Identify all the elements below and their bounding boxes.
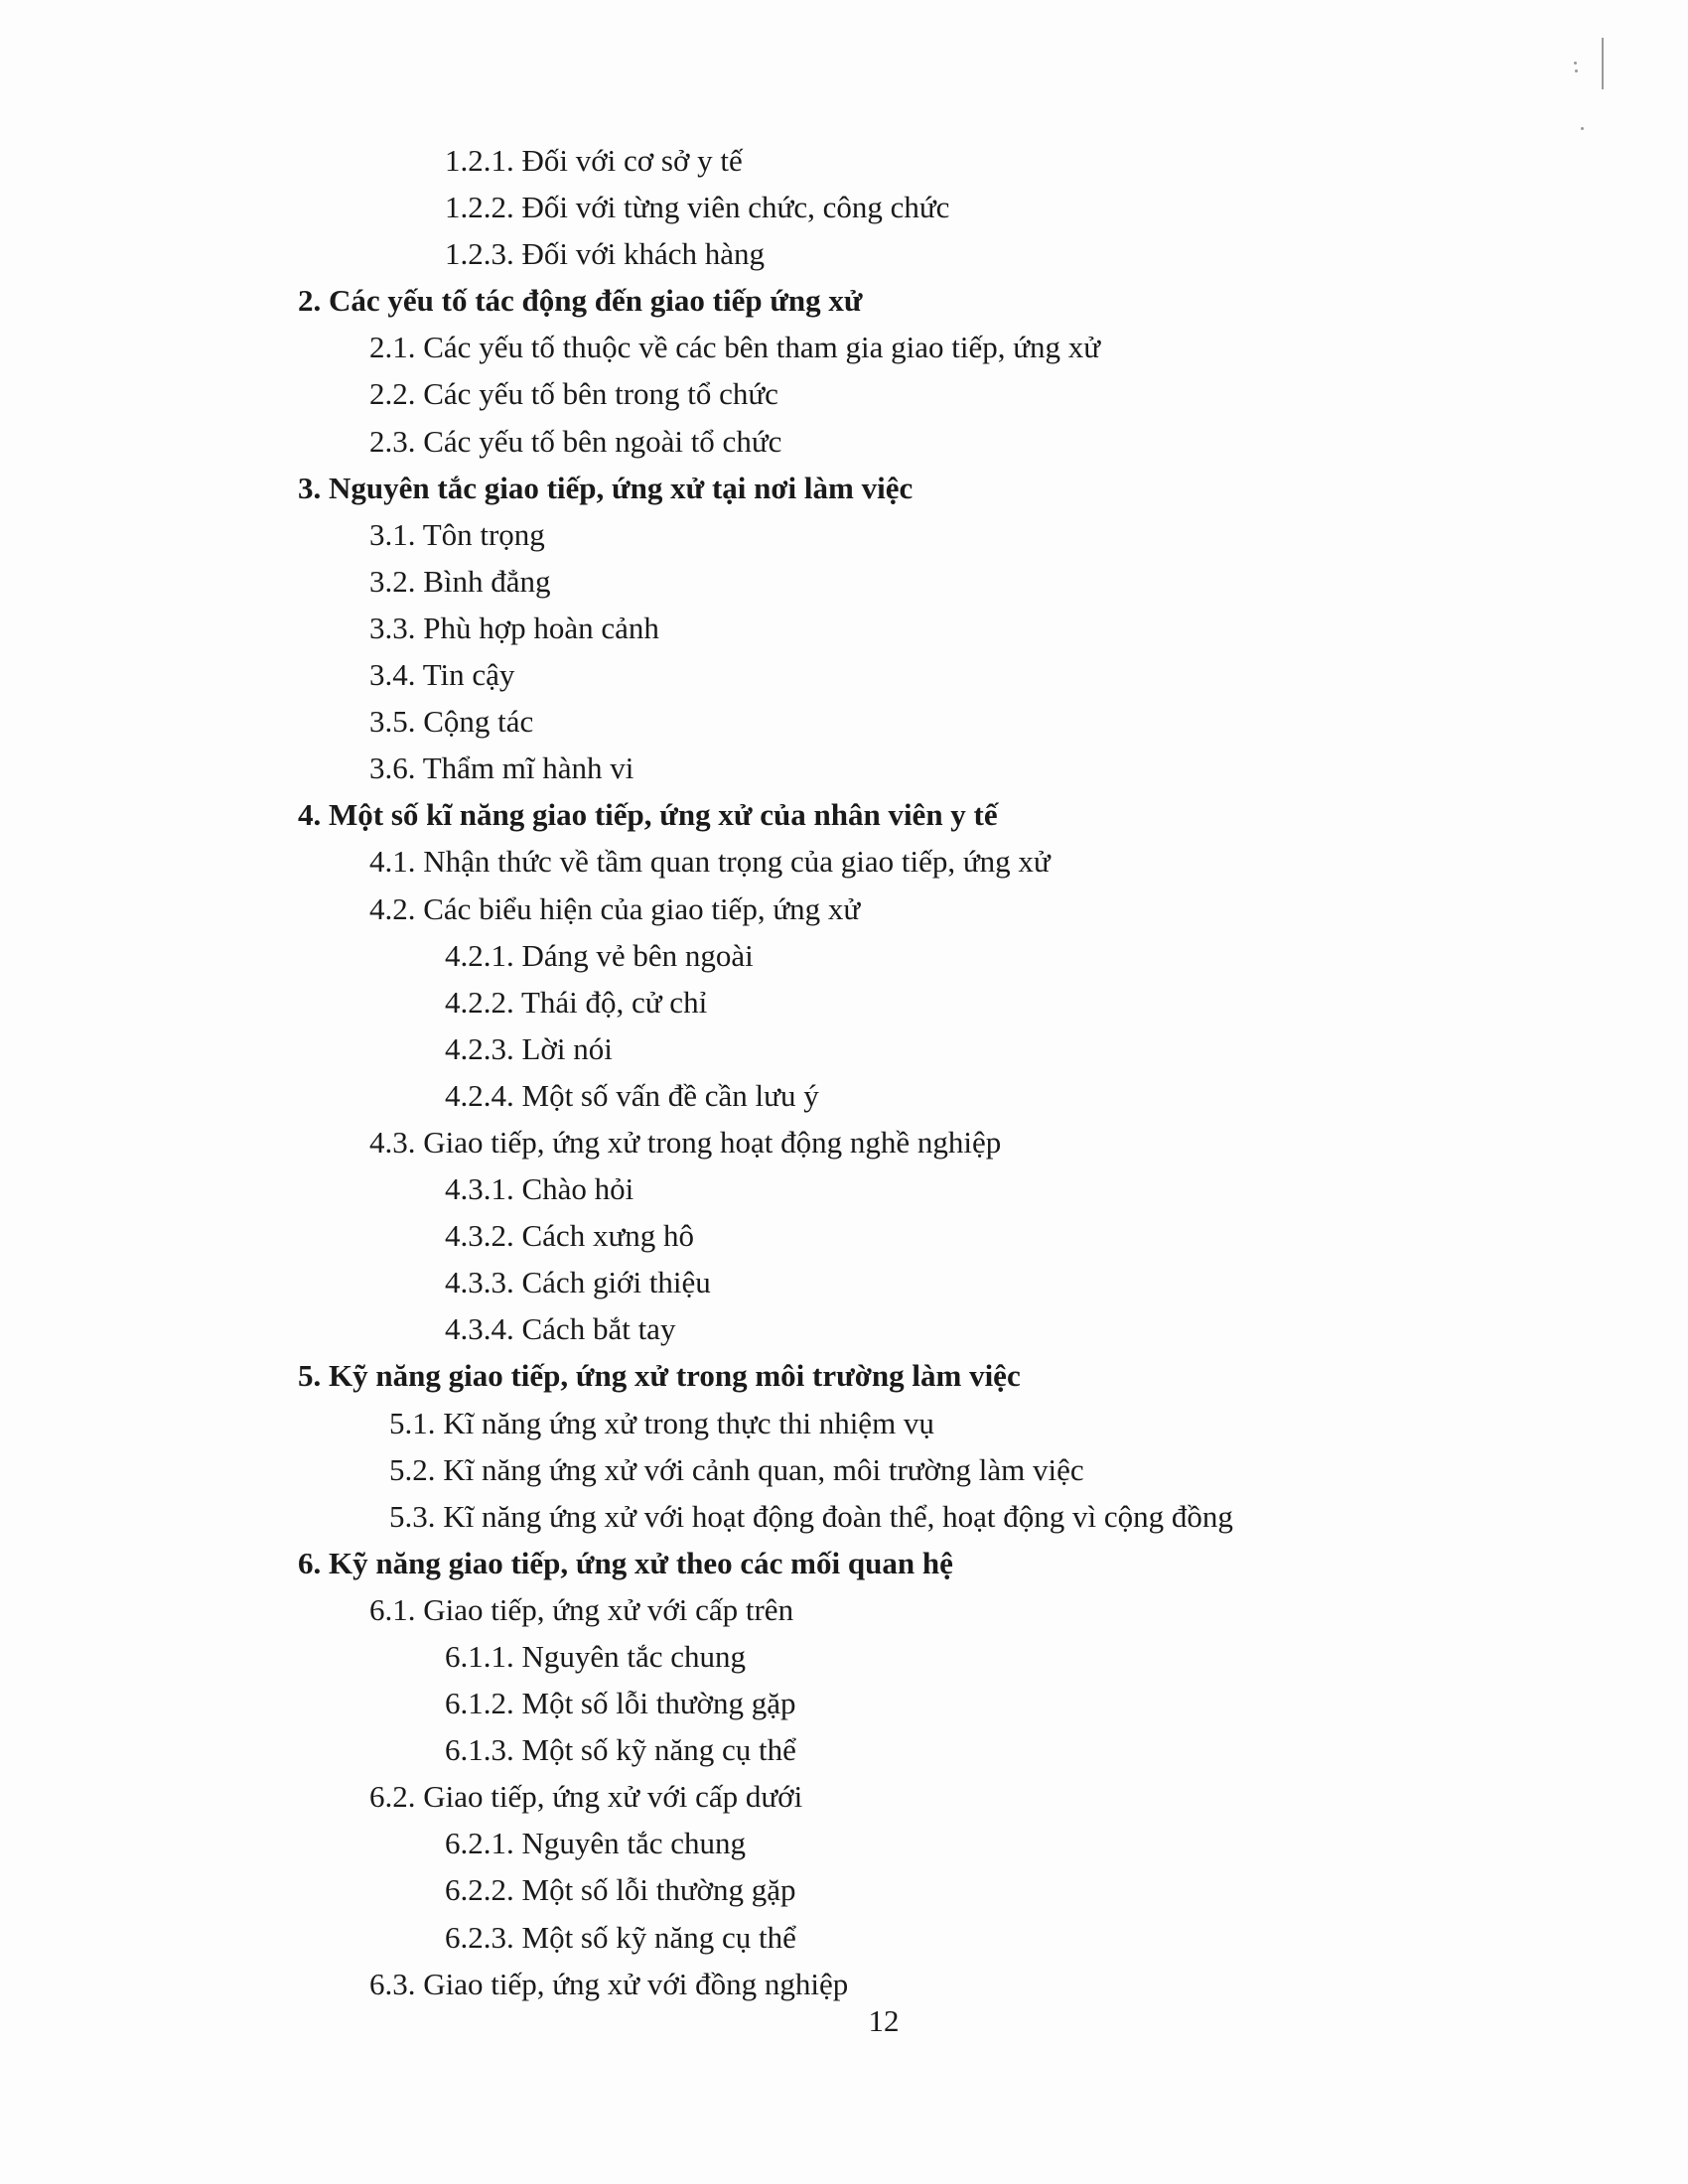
scan-artifact-line [1602,38,1604,89]
toc-entry: 5.1. Kĩ năng ứng xử trong thực thi nhiệm vụ [389,1405,934,1440]
toc-entry: 5.3. Kĩ năng ứng xử với hoạt động đoàn thể, hoạt động vì cộng đồng [389,1498,1233,1534]
toc-entry: 4.1. Nhận thức về tầm quan trọng của giao tiếp, ứng xử [369,844,1051,880]
toc-entry: 4.2.2. Thái độ, cử chỉ [445,984,708,1020]
scan-artifact-dot [1574,62,1577,65]
toc-entry: 3.4. Tin cậy [369,657,515,693]
toc-entry: 4.3.2. Cách xưng hô [445,1218,694,1254]
toc-entry: 5.2. Kĩ năng ứng xử với cảnh quan, môi trường làm việc [389,1451,1084,1487]
toc-entry: 6.3. Giao tiếp, ứng xử với đồng nghiệp [369,1966,849,2001]
toc-section-heading: 3. Nguyên tắc giao tiếp, ứng xử tại nơi làm việc [298,470,914,505]
toc-entry: 4.3. Giao tiếp, ứng xử trong hoạt động nghề nghiệp [369,1124,1002,1160]
toc-entry: 3.1. Tôn trọng [369,516,545,552]
toc-entry: 6.1.1. Nguyên tắc chung [445,1639,747,1674]
toc-entry: 1.2.1. Đối với cơ sở y tế [445,143,743,178]
toc-entry: 4.3.3. Cách giới thiệu [445,1265,711,1300]
toc-entry: 2.3. Các yếu tố bên ngoài tổ chức [369,423,782,459]
toc-entry: 6.2.3. Một số kỹ năng cụ thể [445,1919,796,1955]
toc-entry: 2.2. Các yếu tố bên trong tổ chức [369,376,778,412]
toc-entry: 2.1. Các yếu tố thuộc về các bên tham gia giao tiếp, ứng xử [369,330,1101,365]
toc-entry: 4.2. Các biểu hiện của giao tiếp, ứng xử [369,890,861,926]
toc-entry: 6.2. Giao tiếp, ứng xử với cấp dưới [369,1779,803,1815]
table-of-contents [0,137,1688,2007]
toc-entry: 4.3.1. Chào hỏi [445,1171,634,1207]
toc-entry: 6.1. Giao tiếp, ứng xử với cấp trên [369,1591,794,1627]
toc-entry: 3.2. Bình đẳng [369,563,551,599]
scan-artifact-dot [1581,127,1584,130]
toc-entry: 1.2.2. Đối với từng viên chức, công chức [445,190,950,225]
toc-entry: 4.2.1. Dáng vẻ bên ngoài [445,937,754,973]
toc-section-heading: 2. Các yếu tố tác động đến giao tiếp ứng xử [298,283,863,319]
toc-entry: 6.2.2. Một số lỗi thường gặp [445,1872,796,1908]
toc-entry: 6.1.3. Một số kỹ năng cụ thể [445,1732,796,1768]
toc-entry: 4.2.3. Lời nói [445,1030,613,1066]
toc-entry: 6.2.1. Nguyên tắc chung [445,1826,747,1861]
toc-entry: 3.5. Cộng tác [369,704,534,740]
toc-entry: 6.1.2. Một số lỗi thường gặp [445,1686,796,1721]
toc-section-heading: 6. Kỹ năng giao tiếp, ứng xử theo các mối quan hệ [298,1545,953,1580]
toc-entry: 4.3.4. Cách bắt tay [445,1311,676,1347]
toc-entry: 4.2.4. Một số vấn đề cần lưu ý [445,1077,819,1113]
toc-section-heading: 5. Kỹ năng giao tiếp, ứng xử trong môi trường làm việc [298,1358,1021,1394]
toc-section-heading: 4. Một số kĩ năng giao tiếp, ứng xử của nhân viên y tế [298,797,998,833]
page-number: 12 [868,2003,900,2038]
scan-artifact-dot [1575,69,1578,72]
toc-entry: 1.2.3. Đối với khách hàng [445,236,766,272]
toc-entry: 3.3. Phù hợp hoàn cảnh [369,610,659,645]
toc-entry: 3.6. Thẩm mĩ hành vi [369,751,634,786]
